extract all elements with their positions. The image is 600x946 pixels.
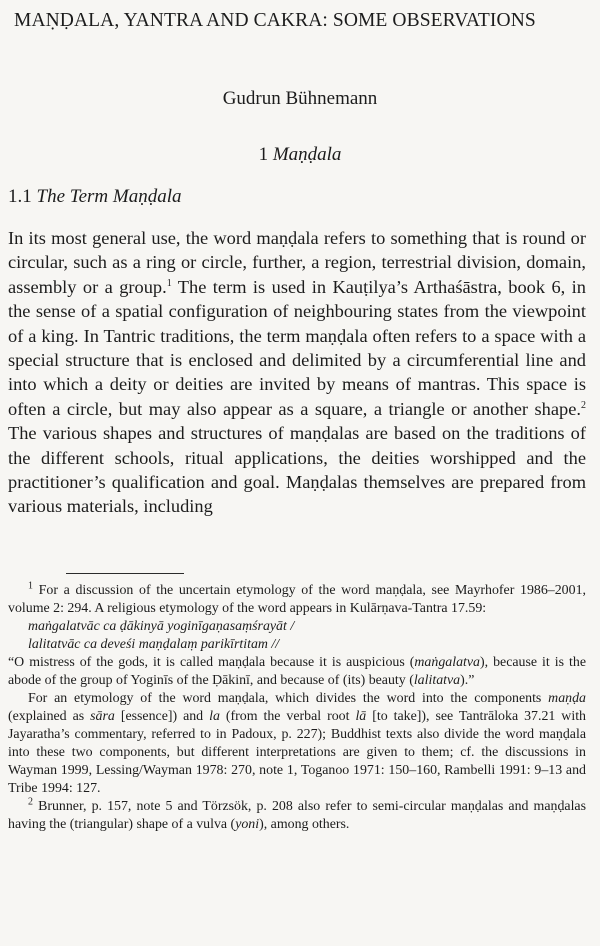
footnote-1-mark: 1 — [28, 580, 33, 592]
etymology-paragraph: For an etymology of the word maṇḍala, which divides the word into the components maṇḍa (explained as sāra [essence]) and la (from the verbal root lā [to take]), see Tantrāloka 37.21 with Jayaratha’s commentary, referred to in Padoux, p. 227); Buddhist texts also divide the word maṇḍala into these two components, but different interpretations are given to them; cf. the discussions in Wayman 1999, Lessing/Wayman 1978: 270, note 1, Toganoo 1971: 150–160, Rambelli 1991: 9–13 and Tribe 1994: 127. — [8, 691, 586, 796]
footnote-2-mark: 2 — [28, 796, 33, 808]
footnote-ref-1[interactable]: 1 — [166, 277, 172, 289]
subsection-title: The Term Maṇḍala — [36, 186, 182, 207]
verse-line-1: maṅgalatvāc ca ḍākinyā yoginīgaṇasaṃśrayāt / — [28, 619, 295, 634]
section-heading — [0, 144, 600, 166]
body-sentence-1: In its most general use, the word maṇḍala refers to something that is round or circular, such as a ring or circle, further, a region, terrestrial division, domain, assembly or a group. — [8, 228, 586, 297]
section-number: 1 — [258, 144, 269, 165]
body-sentence-3: The various shapes and structures of maṇḍalas are based on the traditions of the different schools, ritual applications, the deities worshipped and the practitioner’s qualification and goal. Maṇḍalas themselves are prepared from various materials, including — [8, 423, 586, 517]
verse-line-2: lalitatvāc ca deveśi maṇḍalaṃ parikīrtitam // — [28, 637, 280, 652]
author-name: Gudrun Bühnemann — [222, 88, 378, 109]
subsection-heading — [8, 186, 181, 208]
subsection-number: 1.1 — [8, 186, 32, 207]
verse-translation: “O mistress of the gods, it is called maṇḍala because it is auspicious (maṅgalatva), because it is the abode of the group of Yoginīs of the Ḍākinī, and because of (its) beauty (lalitatva).” — [8, 655, 586, 688]
footnote-2: $^2$ Brunner, p. 157, note 5 and Törzsök, p. 208 also refer to semi-circular maṇḍalas and maṇḍalas having the (triangular) shape of a vulva (yoni), among others. — [8, 796, 586, 832]
body-sentence-2: The term is used in Kauṭilya’s Arthaśāstra, book 6, in the sense of a spatial configuration of neighbouring states from the viewpoint of a king. In Tantric traditions, the term maṇḍala often refers to a space with a special structure that is enclosed and delimited by a circumferential line and into which a deity or deities are invited by means of mantras. This space is often a circle, but may also appear as a square, a triangle or another shape. — [8, 276, 586, 419]
section-title: Maṇḍala — [272, 144, 342, 165]
footnotes — [8, 582, 586, 834]
footnote-rule — [66, 573, 184, 574]
footnote-ref-2[interactable]: 2 — [581, 399, 586, 411]
footnote-1-text: For a discussion of the uncertain etymology of the word maṇḍala, see Mayrhofer 1986–2001, volume 2: 294. A religious etymology of the word appears in Kulārṇava-Tantra 17.59: — [8, 583, 586, 616]
running-head: MAṆḌALA, YANTRA AND CAKRA: SOME OBSERVATIONS — [14, 10, 536, 31]
body-paragraph — [8, 226, 586, 519]
footnote-1 — [8, 582, 586, 618]
